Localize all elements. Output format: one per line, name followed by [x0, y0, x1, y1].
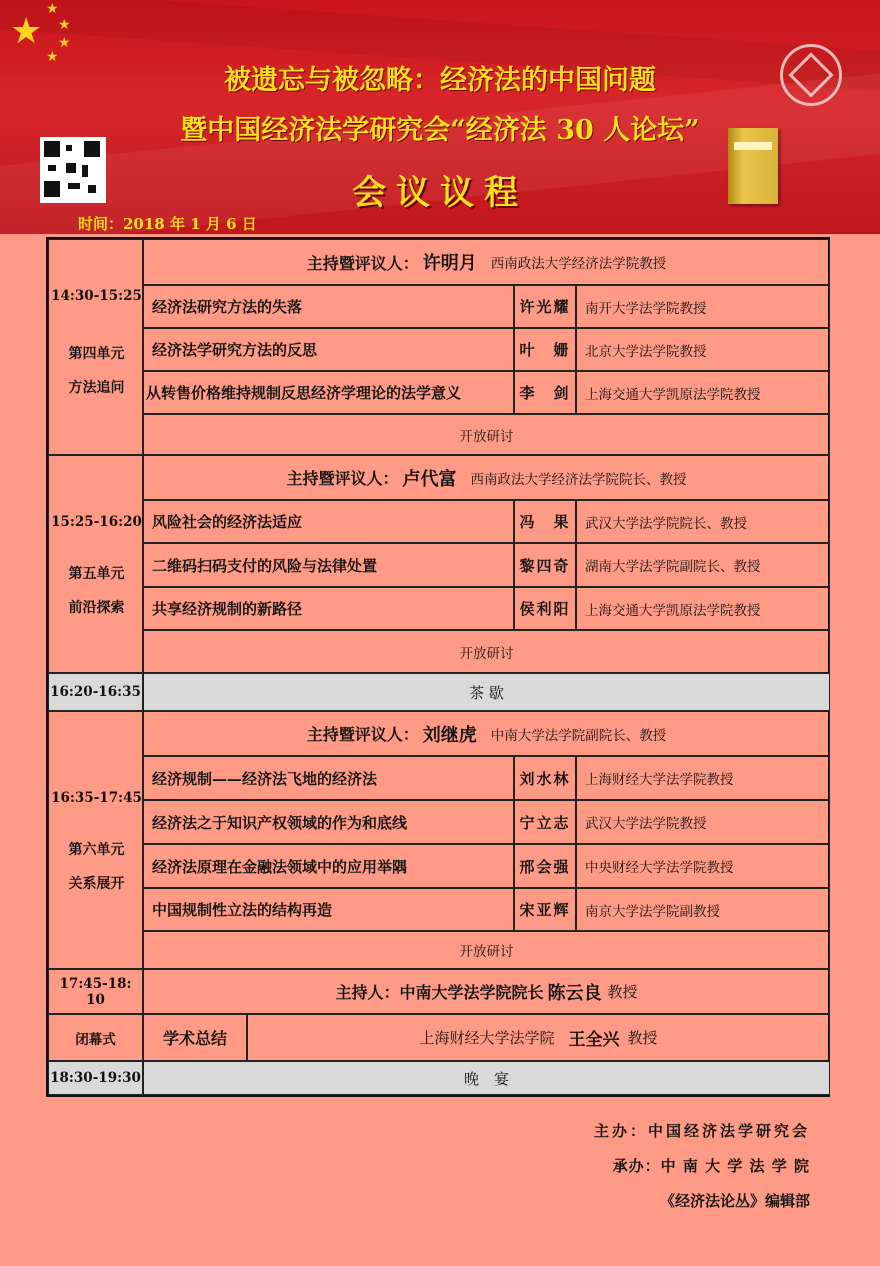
speaker-affiliation: 湖南大学法学院副院长、教授 [576, 543, 830, 587]
open-discussion: 开放研讨 [143, 630, 830, 673]
host-name: 刘继虎 [422, 724, 477, 746]
speaker-affiliation: 北京大学法学院教授 [576, 328, 830, 371]
host-organization: 承办：中 南 大 学 法 学 院 [612, 1157, 810, 1175]
talk-topic: 经济法之于知识产权领域的作为和底线 [143, 800, 514, 844]
qr-code-icon [40, 137, 106, 203]
speaker-affiliation: 中央财经大学法学院教授 [576, 844, 830, 888]
speaker-affiliation: 上海交通大学凯原法学院教授 [576, 587, 830, 630]
session-time: 16:35-17:45 [51, 790, 142, 806]
speaker-name: 许光耀 [514, 285, 576, 328]
tea-break: 茶 歇 [143, 673, 830, 711]
speaker-name: 刘水林 [514, 756, 576, 800]
closing-ceremony: 闭幕式 [48, 1014, 143, 1061]
header-banner [0, 0, 880, 234]
summary-title: 教授 [627, 1029, 658, 1047]
talk-topic: 从转售价格维持规制反思经济学理论的法学意义 [143, 371, 514, 414]
speaker-affiliation: 上海交通大学凯原法学院教授 [576, 371, 830, 414]
summary-affiliation: 上海财经大学法学院 [419, 1029, 555, 1047]
co-organizer: 《经济法论丛》编辑部 [659, 1192, 810, 1210]
closing-host-title: 教授 [607, 983, 638, 1001]
closing-host-name: 陈云良 [547, 982, 602, 1004]
session-host-row [143, 239, 830, 285]
summary-speaker: 王全兴 [568, 1030, 620, 1050]
session-theme: 方法追问 [68, 380, 125, 396]
talk-topic: 中国规制性立法的结构再造 [143, 888, 514, 931]
open-discussion: 开放研讨 [143, 931, 830, 969]
title-line-1: 被遗忘与被忽略：经济法的中国问题 [224, 65, 656, 96]
speaker-name: 侯利阳 [514, 587, 576, 630]
tea-break-time: 16:20-16:35 [48, 673, 143, 711]
session-time-column [48, 239, 143, 455]
agenda-heading: 会议议程 [352, 173, 528, 213]
agenda-table [46, 237, 830, 1097]
speaker-name: 黎四奇 [514, 543, 576, 587]
book-cover-icon [728, 128, 778, 204]
summary-label: 学术总结 [143, 1014, 247, 1061]
session-unit: 第五单元 [68, 566, 125, 582]
host-affiliation: 西南政法大学经济法学院教授 [490, 256, 667, 272]
speaker-affiliation: 南开大学法学院教授 [576, 285, 830, 328]
organizer: 主办：中国经济法学研究会 [593, 1122, 810, 1140]
session-time: 15:25-16:20 [51, 514, 142, 530]
session-host-row [143, 455, 830, 500]
host-name: 许明月 [422, 253, 477, 274]
host-label: 主持暨评议人： [306, 725, 419, 744]
talk-topic: 经济规制——经济法飞地的经济法 [143, 756, 514, 800]
dinner: 晚 宴 [143, 1061, 830, 1095]
talk-topic: 共享经济规制的新路径 [143, 587, 514, 630]
title-line-2: 暨中国经济法学研究会“经济法 30 人论坛” [180, 115, 700, 146]
speaker-name: 宋亚辉 [514, 888, 576, 931]
open-discussion: 开放研讨 [143, 414, 830, 455]
session-time-column [48, 711, 143, 969]
host-affiliation: 西南政法大学经济法学院院长、教授 [470, 471, 687, 488]
host-name: 卢代富 [402, 468, 457, 490]
session-time: 14:30-15:25 [51, 288, 142, 304]
flag-star-icon: ★ [46, 49, 59, 65]
closing-host-label: 主持人：中南大学法学院院长 [335, 983, 544, 1002]
university-seal-icon [780, 44, 842, 106]
dinner-time: 18:30-19:30 [48, 1061, 143, 1095]
session-theme: 前沿探索 [68, 600, 125, 616]
flag-star-icon: ★ [58, 17, 71, 33]
flag-star-icon: ★ [58, 35, 71, 51]
closing-host-row [143, 969, 830, 1014]
talk-topic: 经济法原理在金融法领域中的应用举隅 [143, 844, 514, 888]
speaker-name: 邢会强 [514, 844, 576, 888]
host-label: 主持暨评议人： [306, 253, 419, 273]
speaker-affiliation: 武汉大学法学院教授 [576, 800, 830, 844]
session-time-column [48, 455, 143, 673]
closing-time: 17:45-18: 10 [48, 969, 143, 1014]
summary-row [247, 1014, 830, 1061]
talk-topic: 二维码扫码支付的风险与法律处置 [143, 543, 514, 587]
session-unit: 第六单元 [68, 842, 125, 858]
event-date: 时间：2018 年 1 月 6 日 [78, 215, 257, 233]
session-unit: 第四单元 [68, 346, 125, 362]
speaker-affiliation: 南京大学法学院副教授 [576, 888, 830, 931]
speaker-affiliation: 武汉大学法学院院长、教授 [576, 500, 830, 543]
speaker-name: 宁立志 [514, 800, 576, 844]
talk-topic: 经济法研究方法的失落 [143, 285, 514, 328]
talk-topic: 风险社会的经济法适应 [143, 500, 514, 543]
flag-star-icon: ★ [46, 1, 59, 17]
host-affiliation: 中南大学法学院副院长、教授 [490, 727, 667, 744]
speaker-name: 冯 果 [514, 500, 576, 543]
speaker-name: 李 剑 [514, 371, 576, 414]
talk-topic: 经济法学研究方法的反思 [143, 328, 514, 371]
flag-star-icon: ★ [10, 11, 43, 52]
session-host-row [143, 711, 830, 756]
speaker-affiliation: 上海财经大学法学院教授 [576, 756, 830, 800]
host-label: 主持暨评议人： [286, 469, 399, 488]
speaker-name: 叶 姗 [514, 328, 576, 371]
session-theme: 关系展开 [68, 876, 125, 892]
